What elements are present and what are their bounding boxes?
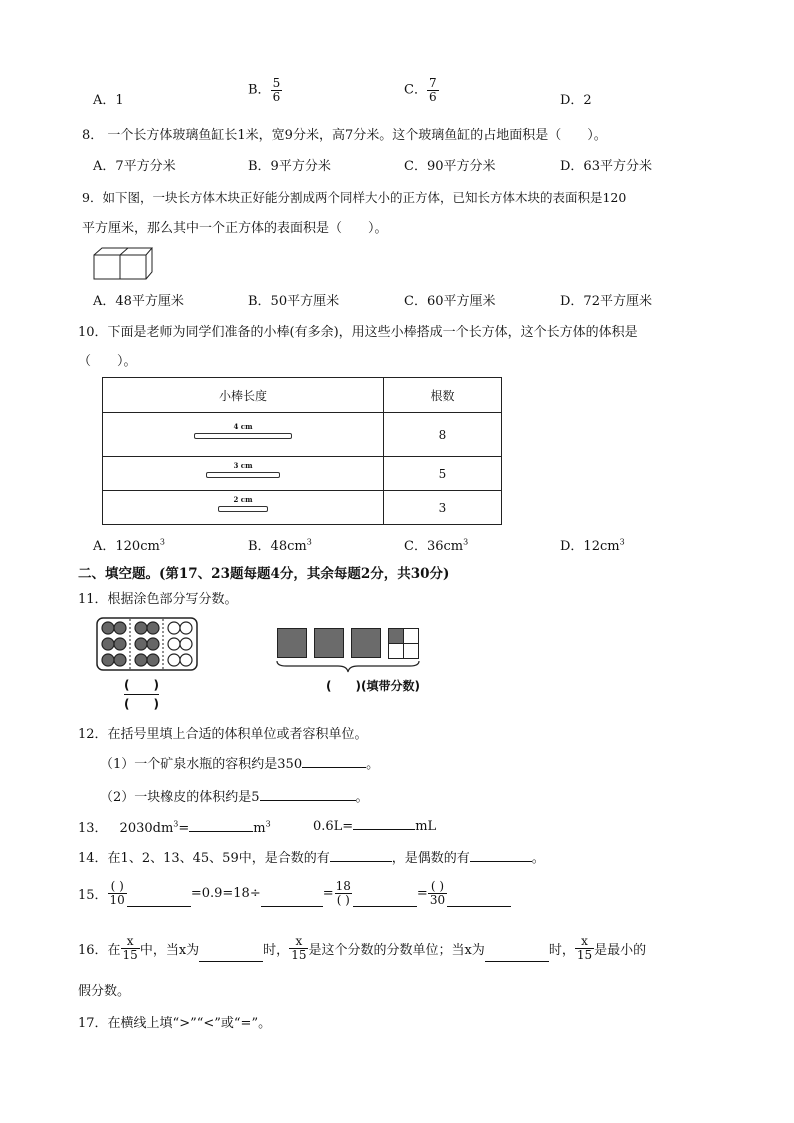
item1-text: （1）一个矿泉水瓶的容积约是350	[100, 757, 303, 772]
q16-fraction	[121, 935, 140, 961]
q15-eq: =	[322, 886, 334, 901]
left-fraction-denominator: ( )	[124, 694, 159, 712]
q7-option-a: A．1	[93, 93, 124, 108]
stick-label: 2 cm	[233, 494, 253, 504]
item1-end: 。	[366, 757, 380, 772]
q7-option-b-fraction	[271, 77, 283, 103]
answer-blank[interactable]	[302, 755, 366, 768]
stick-cell	[103, 457, 384, 491]
fraction-denominator: 6	[272, 89, 281, 104]
q15-middle: =0.9=18÷	[190, 886, 261, 901]
stick-3cm	[206, 460, 280, 478]
q13-right	[313, 817, 436, 834]
q15-number: 15．	[78, 888, 108, 903]
answer-blank[interactable]	[353, 817, 415, 830]
q13	[78, 817, 271, 836]
sticks-table	[102, 377, 502, 525]
q10-option-b	[248, 535, 312, 554]
stick-cell	[103, 491, 384, 525]
answer-blank[interactable]	[261, 894, 323, 907]
answer-blank[interactable]	[470, 849, 532, 862]
option-text: D．12cm	[560, 539, 620, 554]
fraction-denominator: 30	[429, 893, 446, 907]
q16-p1: 16．在	[78, 943, 121, 958]
q9-stem-line1: 9．如下图，一块长方体木块正好能分割成两个同样大小的正方体，已知长方体木块的表面积是120	[82, 190, 627, 205]
circle-grid-figure	[96, 617, 198, 671]
fraction-numerator: 5	[272, 76, 281, 90]
option-text: B．48cm	[248, 539, 307, 554]
q15-eq: =	[416, 886, 428, 901]
q15-fraction-2	[334, 880, 353, 906]
q9-stem-line2: 平方厘米，那么其中一个正方体的表面积是（ ）。	[82, 221, 388, 236]
q12-item1	[100, 753, 379, 772]
q13-left: 2030dm	[119, 821, 174, 836]
q7-option-b-prefix: B．	[248, 82, 271, 98]
answer-blank[interactable]	[127, 894, 191, 907]
q16-fraction	[289, 935, 308, 961]
header-count: 根数	[384, 378, 502, 413]
count-cell: 5	[384, 457, 502, 491]
q14-part1: 14．在1、2、13、45、59中，是合数的有	[78, 851, 330, 866]
q17-stem: 17．在横线上填“>”“<”或“=”。	[78, 1016, 272, 1031]
q16-line2: 假分数。	[78, 984, 131, 999]
brace	[276, 660, 420, 674]
fraction-numerator: x	[581, 934, 588, 949]
header-length: 小棒长度	[103, 378, 384, 413]
fraction-denominator: 6	[428, 89, 437, 104]
q10-option-c	[404, 535, 468, 554]
fraction-denominator: ( )	[336, 893, 350, 907]
q9-option-c: C．60平方厘米	[404, 294, 496, 309]
q14-end: 。	[531, 851, 545, 866]
q10-stem-line1: 10．下面是老师为同学们准备的小棒(有多余)，用这些小棒搭成一个长方体，这个长方体的体积是	[78, 325, 638, 340]
q12-stem: 12．在括号里填上合适的体积单位或者容积单位。	[78, 727, 368, 742]
count-cell: 3	[384, 491, 502, 525]
left-fraction-numerator: ( )	[124, 678, 159, 692]
q16-p2: 中，当x为	[139, 943, 200, 958]
table-row	[103, 413, 502, 457]
fraction-denominator: 15	[122, 948, 138, 962]
q13-eq: =	[178, 821, 190, 836]
q11-right-label: ( )(填带分数)	[326, 679, 420, 693]
q7-option-c-prefix: C．	[404, 82, 427, 98]
answer-blank[interactable]	[199, 949, 263, 962]
q9-option-a: A．48平方厘米	[93, 294, 184, 309]
q13-number: 13．	[78, 821, 108, 836]
q13-right-text: 0.6L=	[313, 819, 354, 834]
q7-option-b	[248, 77, 282, 103]
q8-option-a: A．7平方分米	[93, 159, 176, 174]
q14	[78, 847, 545, 866]
item2-text: （2）一块橡皮的体积约是5	[100, 790, 260, 805]
option-text: A．120cm	[93, 539, 160, 554]
table-header-row	[103, 378, 502, 413]
q13-unit2: mL	[415, 819, 437, 834]
fraction-numerator: 18	[335, 879, 351, 894]
q15-fraction-3	[428, 880, 447, 906]
item2-end: 。	[355, 790, 369, 805]
q16-fraction	[575, 935, 594, 961]
q13-unit1: m	[253, 821, 266, 836]
q8-option-b: B．9平方分米	[248, 159, 331, 174]
superscript: 3	[306, 537, 312, 547]
q11-stem: 11．根据涂色部分写分数。	[78, 592, 238, 607]
fraction-numerator: ( )	[110, 879, 124, 894]
answer-blank[interactable]	[189, 819, 253, 832]
q12-item2	[100, 786, 369, 805]
q10-option-d	[560, 535, 625, 554]
answer-blank[interactable]	[330, 849, 392, 862]
fraction-denominator: 15	[576, 948, 593, 962]
answer-blank[interactable]	[485, 949, 549, 962]
q10-stem-line2: （ ）。	[78, 354, 137, 369]
q8-option-d: D．63平方分米	[560, 159, 652, 174]
q11-left-fraction	[124, 676, 159, 712]
superscript: 3	[463, 537, 469, 547]
fraction-numerator: x	[295, 934, 303, 949]
section-title: 二、填空题。(第17、23题每题4分，其余每题2分，共30分)	[78, 566, 450, 582]
fraction-numerator: x	[126, 934, 134, 949]
stick-label: 4 cm	[233, 421, 253, 431]
fraction-denominator: 15	[291, 948, 307, 962]
stick-label: 3 cm	[233, 460, 253, 470]
shaded-square	[314, 628, 344, 658]
table-row	[103, 457, 502, 491]
table-row	[103, 491, 502, 525]
q8-option-c: C．90平方分米	[404, 159, 496, 174]
q15-fraction-1	[108, 880, 127, 906]
q16-line1	[78, 935, 646, 962]
q9-option-b: B．50平方厘米	[248, 294, 340, 309]
q16-p6: 是最小的	[594, 943, 647, 958]
q15	[78, 880, 511, 907]
cuboid-figure	[92, 245, 154, 281]
stick-2cm	[218, 494, 268, 512]
superscript: 3	[265, 819, 271, 829]
option-text: C．36cm	[404, 539, 464, 554]
stick-4cm	[194, 421, 292, 439]
q7-option-c	[404, 77, 439, 103]
partial-square	[388, 628, 419, 659]
superscript: 3	[619, 537, 625, 547]
q16-p4: 是这个分数的分数单位；当x为	[308, 943, 485, 958]
fraction-denominator: 10	[109, 893, 125, 907]
superscript: 3	[159, 537, 165, 547]
fraction-numerator: ( )	[430, 879, 445, 894]
q14-part2: ，是偶数的有	[391, 851, 470, 866]
answer-blank[interactable]	[260, 788, 356, 801]
shaded-square	[351, 628, 381, 658]
q16-p5: 时，	[548, 943, 575, 958]
q8-stem: 8． 一个长方体玻璃鱼缸长1米，宽9分米，高7分米。这个玻璃鱼缸的占地面积是（ ）。	[82, 128, 607, 143]
answer-blank[interactable]	[353, 894, 417, 907]
q16-p3: 时，	[263, 943, 290, 958]
q9-option-d: D．72平方厘米	[560, 294, 652, 309]
q7-option-d: D．2	[560, 93, 592, 108]
fraction-numerator: 7	[428, 76, 437, 90]
q10-option-a	[93, 535, 165, 554]
superscript: 3	[173, 819, 179, 829]
shaded-square	[277, 628, 307, 658]
answer-blank[interactable]	[447, 894, 511, 907]
q7-option-c-fraction	[427, 77, 439, 103]
count-cell: 8	[384, 413, 502, 457]
stick-cell	[103, 413, 384, 457]
